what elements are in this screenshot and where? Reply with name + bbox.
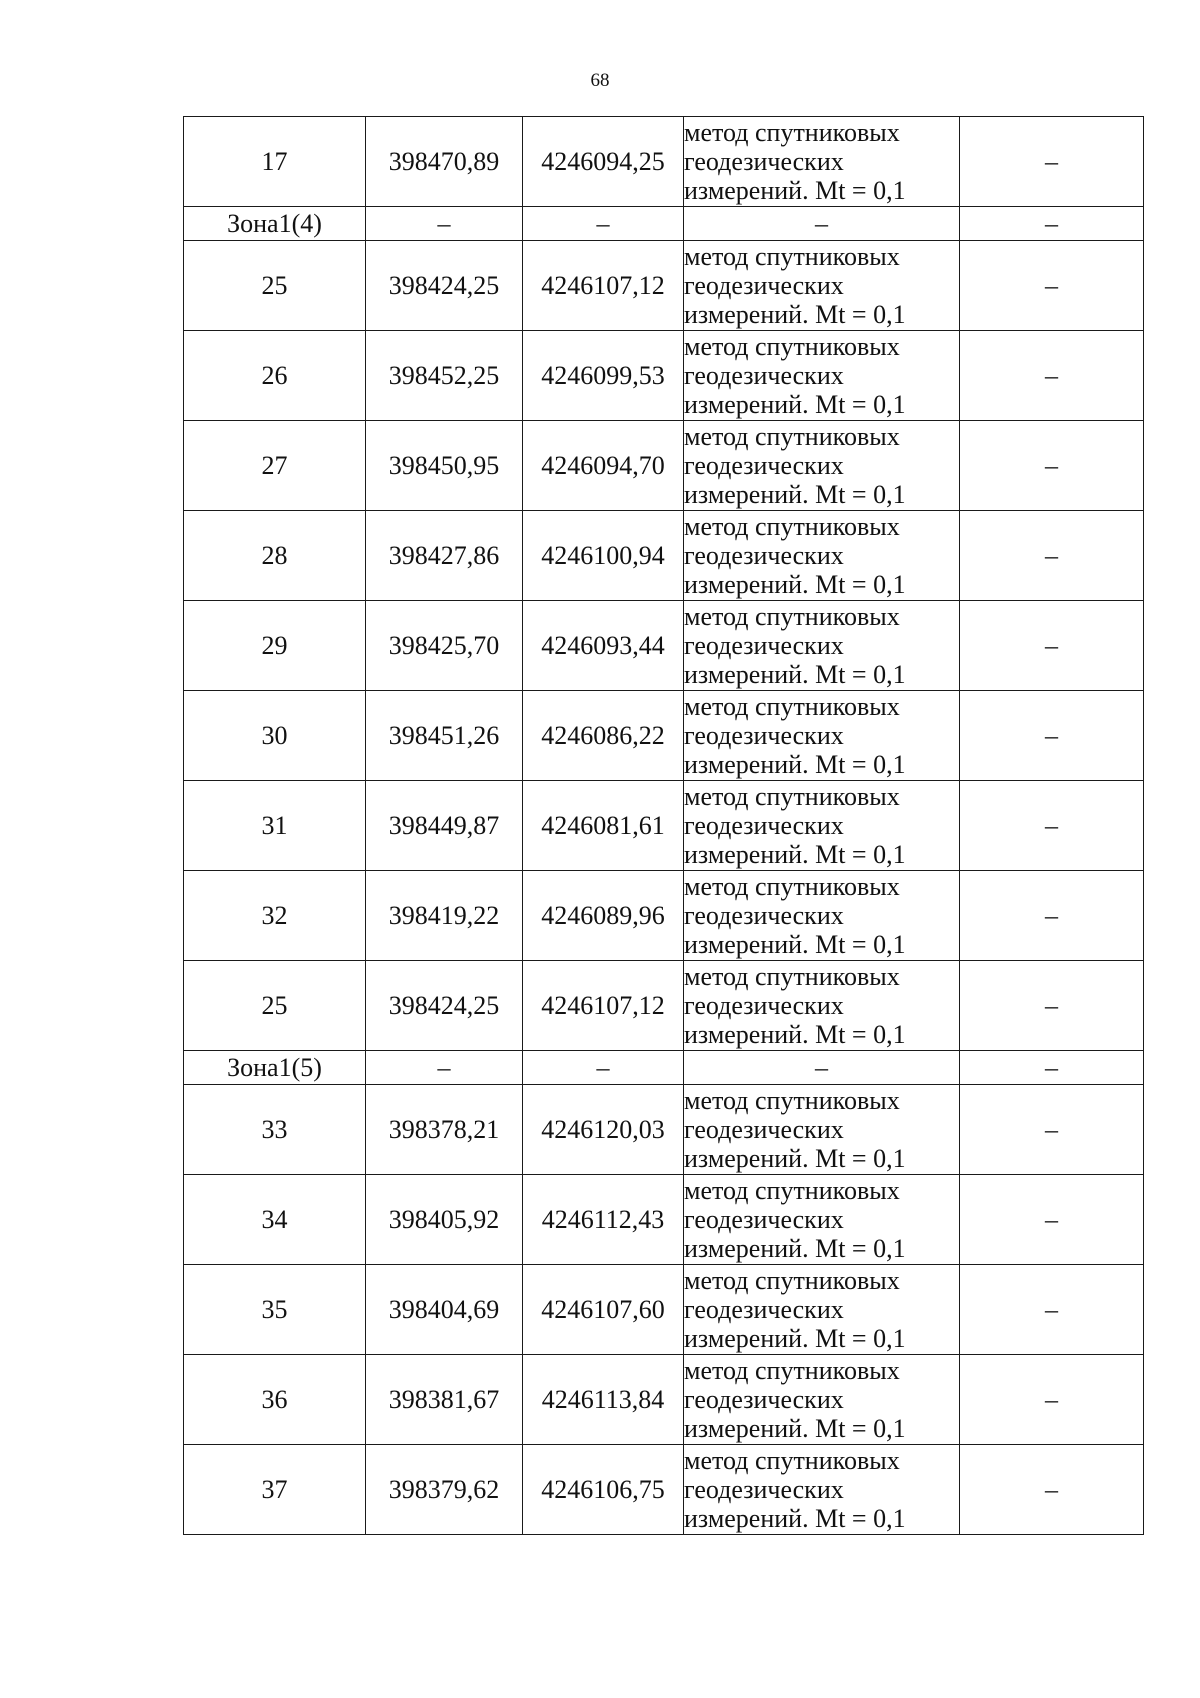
point-number: 17 [184, 117, 366, 207]
error-dash: – [960, 1175, 1144, 1265]
point-number: 25 [184, 241, 366, 331]
method-line: метод спутниковых [684, 1176, 900, 1205]
error-dash: – [960, 117, 1144, 207]
error-dash: – [960, 781, 1144, 871]
x-coordinate: 398419,22 [366, 871, 523, 961]
method-line: геодезических [684, 1475, 844, 1504]
coordinates-table [183, 116, 1144, 1535]
point-number: 34 [184, 1175, 366, 1265]
method-dash: – [684, 207, 960, 241]
method-line: метод спутниковых [684, 118, 900, 147]
method-line: измерений. Mt = 0,1 [684, 930, 906, 959]
error-dash: – [960, 421, 1144, 511]
point-number: 36 [184, 1355, 366, 1445]
method-line: измерений. Mt = 0,1 [684, 300, 906, 329]
table-row [184, 117, 1144, 207]
method-line: метод спутниковых [684, 332, 900, 361]
method-description [684, 241, 960, 331]
point-number: 37 [184, 1445, 366, 1535]
table-row [184, 1265, 1144, 1355]
table-row [184, 1085, 1144, 1175]
method-description [684, 117, 960, 207]
point-number: 33 [184, 1085, 366, 1175]
method-line: геодезических [684, 1115, 844, 1144]
error-dash: – [960, 1085, 1144, 1175]
point-number: 27 [184, 421, 366, 511]
point-number: 29 [184, 601, 366, 691]
y-coordinate: 4246112,43 [523, 1175, 684, 1265]
method-line: измерений. Mt = 0,1 [684, 480, 906, 509]
y-coordinate: 4246113,84 [523, 1355, 684, 1445]
error-dash: – [960, 691, 1144, 781]
method-line: измерений. Mt = 0,1 [684, 840, 906, 869]
y-coordinate: 4246099,53 [523, 331, 684, 421]
table-row [184, 691, 1144, 781]
method-description [684, 871, 960, 961]
method-line: метод спутниковых [684, 692, 900, 721]
y-coordinate: 4246120,03 [523, 1085, 684, 1175]
method-line: геодезических [684, 901, 844, 930]
x-coordinate: 398424,25 [366, 961, 523, 1051]
error-dash: – [960, 207, 1144, 241]
x-coordinate: 398425,70 [366, 601, 523, 691]
table-row [184, 1445, 1144, 1535]
method-line: геодезических [684, 991, 844, 1020]
method-line: геодезических [684, 541, 844, 570]
zone-row [184, 207, 1144, 241]
method-dash: – [684, 1051, 960, 1085]
method-line: метод спутниковых [684, 512, 900, 541]
method-line: геодезических [684, 1385, 844, 1414]
table-row [184, 421, 1144, 511]
table-row [184, 1175, 1144, 1265]
y-coordinate: 4246107,60 [523, 1265, 684, 1355]
point-number: 30 [184, 691, 366, 781]
x-coordinate: 398424,25 [366, 241, 523, 331]
method-line: измерений. Mt = 0,1 [684, 1504, 906, 1533]
y-coordinate: 4246089,96 [523, 871, 684, 961]
table-row [184, 331, 1144, 421]
method-description [684, 961, 960, 1051]
x-coordinate-dash: – [366, 207, 523, 241]
method-line: геодезических [684, 1205, 844, 1234]
table-row [184, 781, 1144, 871]
error-dash: – [960, 1051, 1144, 1085]
method-line: измерений. Mt = 0,1 [684, 660, 906, 689]
point-number: 32 [184, 871, 366, 961]
method-description [684, 1445, 960, 1535]
y-coordinate: 4246086,22 [523, 691, 684, 781]
method-line: метод спутниковых [684, 962, 900, 991]
y-coordinate: 4246106,75 [523, 1445, 684, 1535]
x-coordinate: 398379,62 [366, 1445, 523, 1535]
method-line: измерений. Mt = 0,1 [684, 390, 906, 419]
method-line: измерений. Mt = 0,1 [684, 570, 906, 599]
method-line: измерений. Mt = 0,1 [684, 1144, 906, 1173]
method-line: метод спутниковых [684, 422, 900, 451]
method-line: измерений. Mt = 0,1 [684, 1324, 906, 1353]
y-coordinate: 4246081,61 [523, 781, 684, 871]
zone-label: Зона1(5) [184, 1051, 366, 1085]
table-row [184, 601, 1144, 691]
x-coordinate: 398381,67 [366, 1355, 523, 1445]
method-line: геодезических [684, 631, 844, 660]
y-coordinate: 4246100,94 [523, 511, 684, 601]
method-description [684, 781, 960, 871]
zone-label: Зона1(4) [184, 207, 366, 241]
table-row [184, 241, 1144, 331]
method-line: геодезических [684, 1295, 844, 1324]
error-dash: – [960, 961, 1144, 1051]
error-dash: – [960, 1445, 1144, 1535]
method-line: метод спутниковых [684, 1446, 900, 1475]
x-coordinate: 398452,25 [366, 331, 523, 421]
y-coordinate: 4246094,70 [523, 421, 684, 511]
method-line: измерений. Mt = 0,1 [684, 1020, 906, 1049]
method-line: измерений. Mt = 0,1 [684, 1414, 906, 1443]
point-number: 26 [184, 331, 366, 421]
y-coordinate: 4246093,44 [523, 601, 684, 691]
table-row [184, 511, 1144, 601]
error-dash: – [960, 331, 1144, 421]
x-coordinate: 398450,95 [366, 421, 523, 511]
x-coordinate-dash: – [366, 1051, 523, 1085]
method-description [684, 691, 960, 781]
method-description [684, 1175, 960, 1265]
point-number: 28 [184, 511, 366, 601]
point-number: 35 [184, 1265, 366, 1355]
method-line: метод спутниковых [684, 1266, 900, 1295]
method-line: измерений. Mt = 0,1 [684, 1234, 906, 1263]
method-line: метод спутниковых [684, 872, 900, 901]
y-coordinate: 4246107,12 [523, 241, 684, 331]
point-number: 31 [184, 781, 366, 871]
method-line: метод спутниковых [684, 1356, 900, 1385]
table-row [184, 871, 1144, 961]
error-dash: – [960, 1355, 1144, 1445]
method-description [684, 511, 960, 601]
x-coordinate: 398378,21 [366, 1085, 523, 1175]
x-coordinate: 398405,92 [366, 1175, 523, 1265]
point-number: 25 [184, 961, 366, 1051]
method-description [684, 1265, 960, 1355]
method-line: метод спутниковых [684, 782, 900, 811]
method-description [684, 421, 960, 511]
method-line: геодезических [684, 147, 844, 176]
page-number: 68 [590, 70, 610, 91]
table-row [184, 1355, 1144, 1445]
method-description [684, 331, 960, 421]
error-dash: – [960, 871, 1144, 961]
x-coordinate: 398404,69 [366, 1265, 523, 1355]
x-coordinate: 398470,89 [366, 117, 523, 207]
method-line: метод спутниковых [684, 242, 900, 271]
y-coordinate: 4246107,12 [523, 961, 684, 1051]
x-coordinate: 398427,86 [366, 511, 523, 601]
error-dash: – [960, 511, 1144, 601]
y-coordinate-dash: – [523, 207, 684, 241]
method-line: метод спутниковых [684, 1086, 900, 1115]
x-coordinate: 398449,87 [366, 781, 523, 871]
coordinates-table-body [184, 117, 1144, 1535]
zone-row [184, 1051, 1144, 1085]
method-description [684, 1355, 960, 1445]
method-line: геодезических [684, 361, 844, 390]
x-coordinate: 398451,26 [366, 691, 523, 781]
method-line: геодезических [684, 721, 844, 750]
method-line: геодезических [684, 451, 844, 480]
method-line: геодезических [684, 811, 844, 840]
method-description [684, 601, 960, 691]
y-coordinate: 4246094,25 [523, 117, 684, 207]
method-description [684, 1085, 960, 1175]
y-coordinate-dash: – [523, 1051, 684, 1085]
method-line: геодезических [684, 271, 844, 300]
error-dash: – [960, 241, 1144, 331]
method-line: метод спутниковых [684, 602, 900, 631]
table-row [184, 961, 1144, 1051]
error-dash: – [960, 1265, 1144, 1355]
error-dash: – [960, 601, 1144, 691]
method-line: измерений. Mt = 0,1 [684, 176, 906, 205]
method-line: измерений. Mt = 0,1 [684, 750, 906, 779]
